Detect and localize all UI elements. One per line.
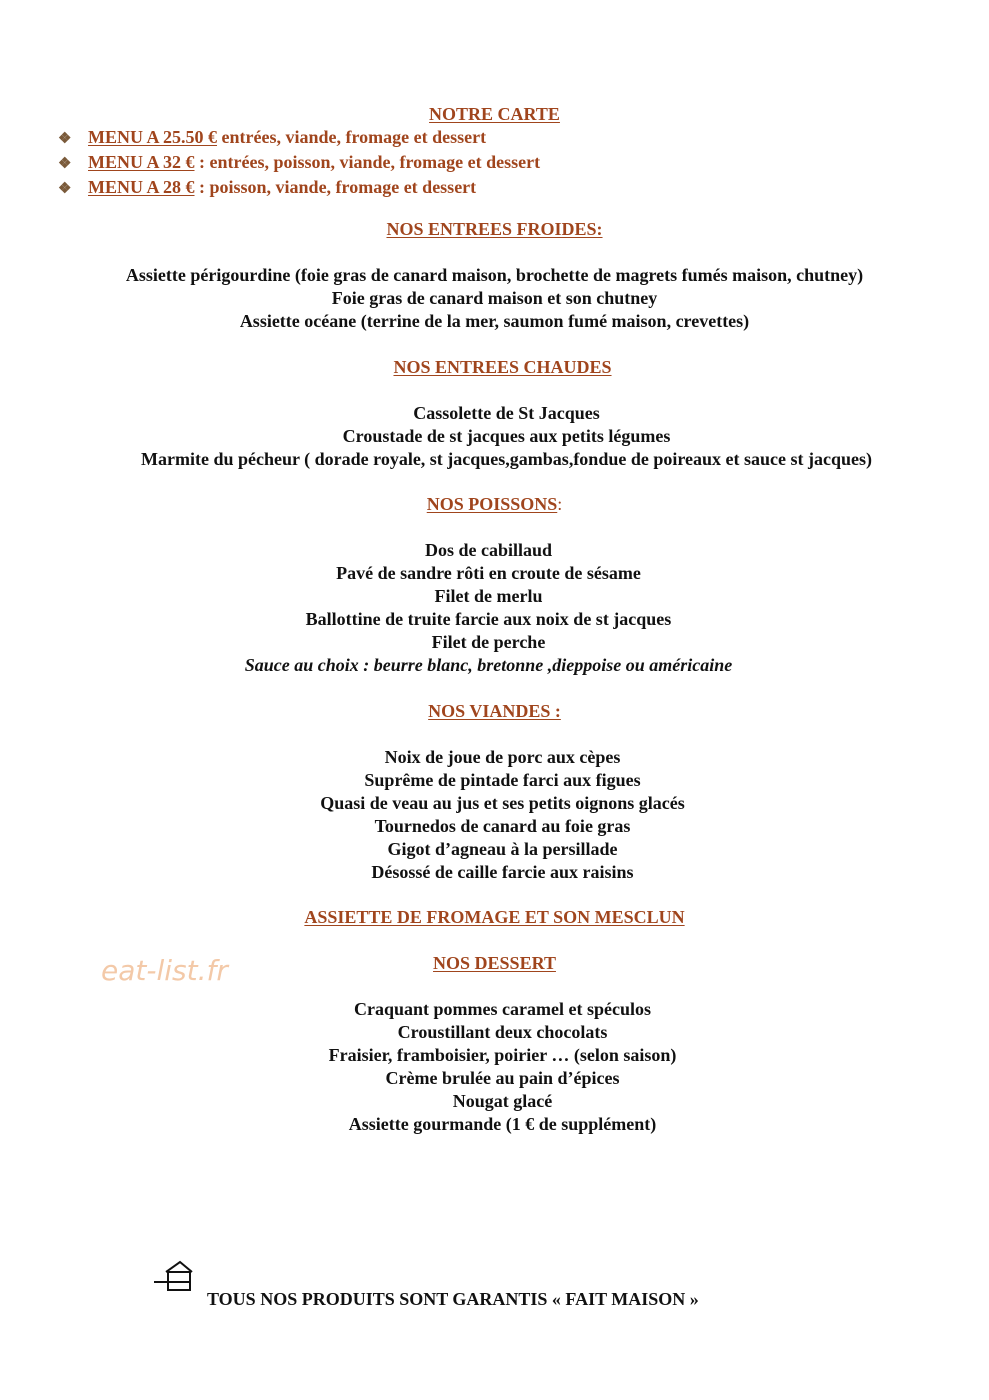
dish-item: Marmite du pécheur ( dorade royale, st jacques,gambas,fondue de poireaux et sauce st jacques) (141, 449, 872, 469)
poissons-heading-suffix: : (557, 494, 563, 514)
dish-item: Ballottine de truite farcie aux noix de st jacques (305, 609, 672, 629)
section-heading-desserts: NOS DESSERT (433, 953, 556, 973)
diamond-bullet-icon: ❖ (58, 131, 72, 147)
menu-price-item (58, 176, 540, 201)
desserts-list (8, 998, 989, 1136)
entrees-chaudes-list (12, 402, 989, 471)
section-heading-entrees-froides: NOS ENTREES FROIDES: (386, 219, 603, 239)
dish-item: Crème brulée au pain d’épices (385, 1068, 620, 1088)
dish-item: Désossé de caille farcie aux raisins (371, 862, 634, 882)
menu-description: entrées, viande, fromage et dessert (217, 127, 487, 147)
dish-item: Foie gras de canard maison et son chutney (331, 288, 658, 308)
dish-item: Fraisier, framboisier, poirier … (selon saison) (328, 1045, 677, 1065)
menu-price-list (58, 126, 540, 201)
menu-description: : entrées, poisson, viande, fromage et dessert (194, 152, 541, 172)
diamond-bullet-icon: ❖ (58, 181, 72, 197)
dish-item: Quasi de veau au jus et ses petits oignons glacés (320, 793, 685, 813)
section-heading-viandes: NOS VIANDES : (428, 701, 561, 721)
section-heading-entrees-chaudes: NOS ENTREES CHAUDES (393, 357, 612, 377)
menu-price: MENU A 32 € (88, 152, 195, 172)
menu-price: MENU A 25.50 € (88, 127, 218, 147)
dish-item: Croustade de st jacques aux petits légumes (342, 426, 671, 446)
poissons-list (0, 539, 983, 677)
section-heading-poissons (0, 493, 989, 516)
dish-item: Gigot d’agneau à la persillade (387, 839, 618, 859)
page-title: NOTRE CARTE (429, 104, 560, 124)
dish-item: Filet de perche (431, 632, 546, 652)
menu-price: MENU A 28 € (88, 177, 195, 197)
dish-item: Filet de merlu (434, 586, 543, 606)
house-icon (152, 1258, 194, 1294)
dish-item: Cassolette de St Jacques (413, 403, 600, 423)
dish-item: Dos de cabillaud (424, 540, 553, 560)
dish-item: Suprême de pintade farci aux figues (364, 770, 641, 790)
menu-price-item (58, 151, 540, 176)
viandes-list (8, 746, 989, 884)
dish-item: Assiette gourmande (1 € de supplément) (348, 1114, 657, 1134)
menu-description: : poisson, viande, fromage et dessert (194, 177, 477, 197)
fait-maison-footer: TOUS NOS PRODUITS SONT GARANTIS « FAIT MAISON » (207, 1289, 699, 1309)
dish-item: Craquant pommes caramel et spéculos (354, 999, 651, 1019)
dish-item: Assiette océane (terrine de la mer, saumon fumé maison, crevettes) (239, 311, 750, 331)
entrees-froides-list (0, 264, 989, 333)
menu-price-item (58, 126, 540, 151)
poissons-heading-label: NOS POISSONS (426, 494, 558, 514)
dish-item: Tournedos de canard au foie gras (374, 816, 631, 836)
dish-item: Nougat glacé (452, 1091, 553, 1111)
diamond-bullet-icon: ❖ (58, 156, 72, 172)
sauce-note: Sauce au choix : beurre blanc, bretonne ,dieppoise ou américaine (244, 655, 733, 675)
dish-item: Pavé de sandre rôti en croute de sésame (336, 563, 641, 583)
section-heading-fromage: ASSIETTE DE FROMAGE ET SON MESCLUN (304, 907, 685, 927)
watermark: eat-list.fr (101, 954, 228, 987)
dish-item: Noix de joue de porc aux cèpes (384, 747, 621, 767)
dish-item: Croustillant deux chocolats (397, 1022, 608, 1042)
dish-item: Assiette périgourdine (foie gras de canard maison, brochette de magrets fumés maison, chutney) (125, 265, 864, 285)
